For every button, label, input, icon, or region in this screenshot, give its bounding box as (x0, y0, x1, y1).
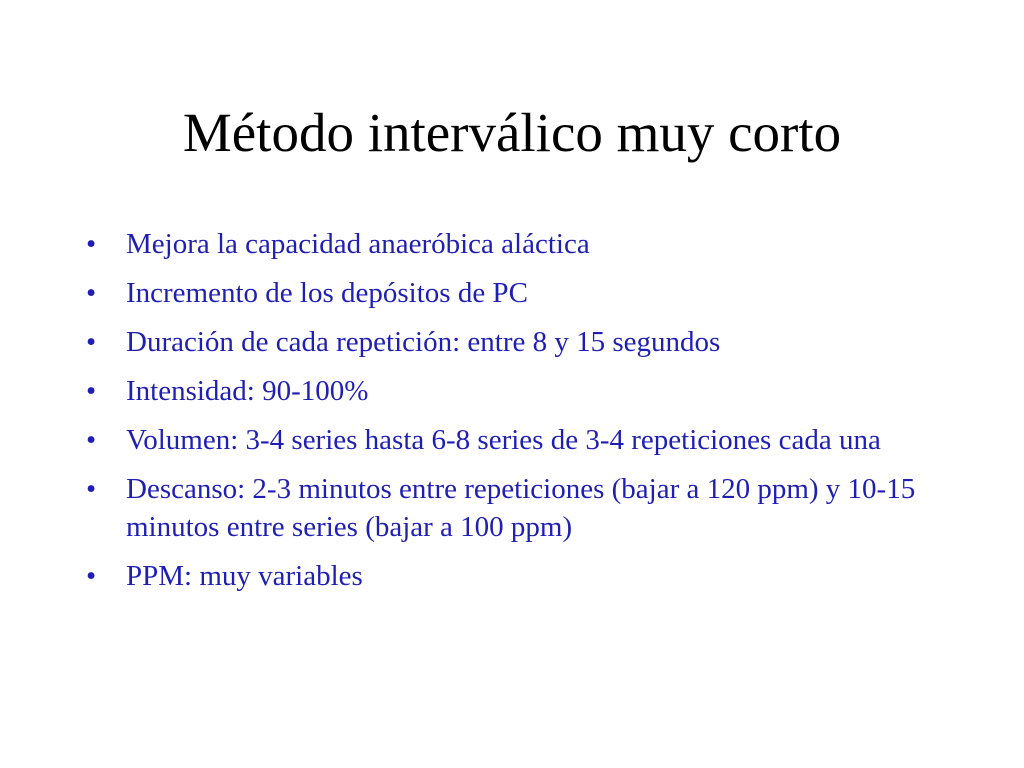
bullet-item (86, 421, 946, 459)
bullet-dot-icon: • (86, 326, 97, 358)
bullet-text: PPM: muy variables (126, 560, 363, 592)
bullet-list (86, 225, 946, 606)
bullet-dot-icon: • (86, 375, 97, 407)
bullet-dot-icon: • (86, 424, 97, 456)
bullet-item (86, 557, 946, 595)
bullet-item (86, 323, 946, 361)
bullet-text: Duración de cada repetición: entre 8 y 15 segundos (126, 326, 721, 358)
bullet-dot-icon: • (86, 228, 97, 260)
bullet-text: Descanso: 2-3 minutos entre repeticiones (bajar a 120 ppm) y 10-15 minutos entre series (bajar a 100 ppm) (126, 473, 916, 543)
bullet-text: Incremento de los depósitos de PC (126, 277, 528, 309)
bullet-dot-icon: • (86, 560, 97, 592)
bullet-text: Intensidad: 90-100% (126, 375, 369, 407)
bullet-item (86, 225, 946, 263)
bullet-dot-icon: • (86, 277, 97, 309)
bullet-text: Volumen: 3-4 series hasta 6-8 series de 3-4 repeticiones cada una (126, 424, 881, 456)
bullet-item (86, 274, 946, 312)
bullet-item (86, 470, 946, 546)
slide-title: Método interválico muy corto (182, 102, 842, 163)
bullet-dot-icon: • (86, 473, 97, 505)
bullet-text: Mejora la capacidad anaeróbica aláctica (126, 228, 590, 260)
bullet-item (86, 372, 946, 410)
